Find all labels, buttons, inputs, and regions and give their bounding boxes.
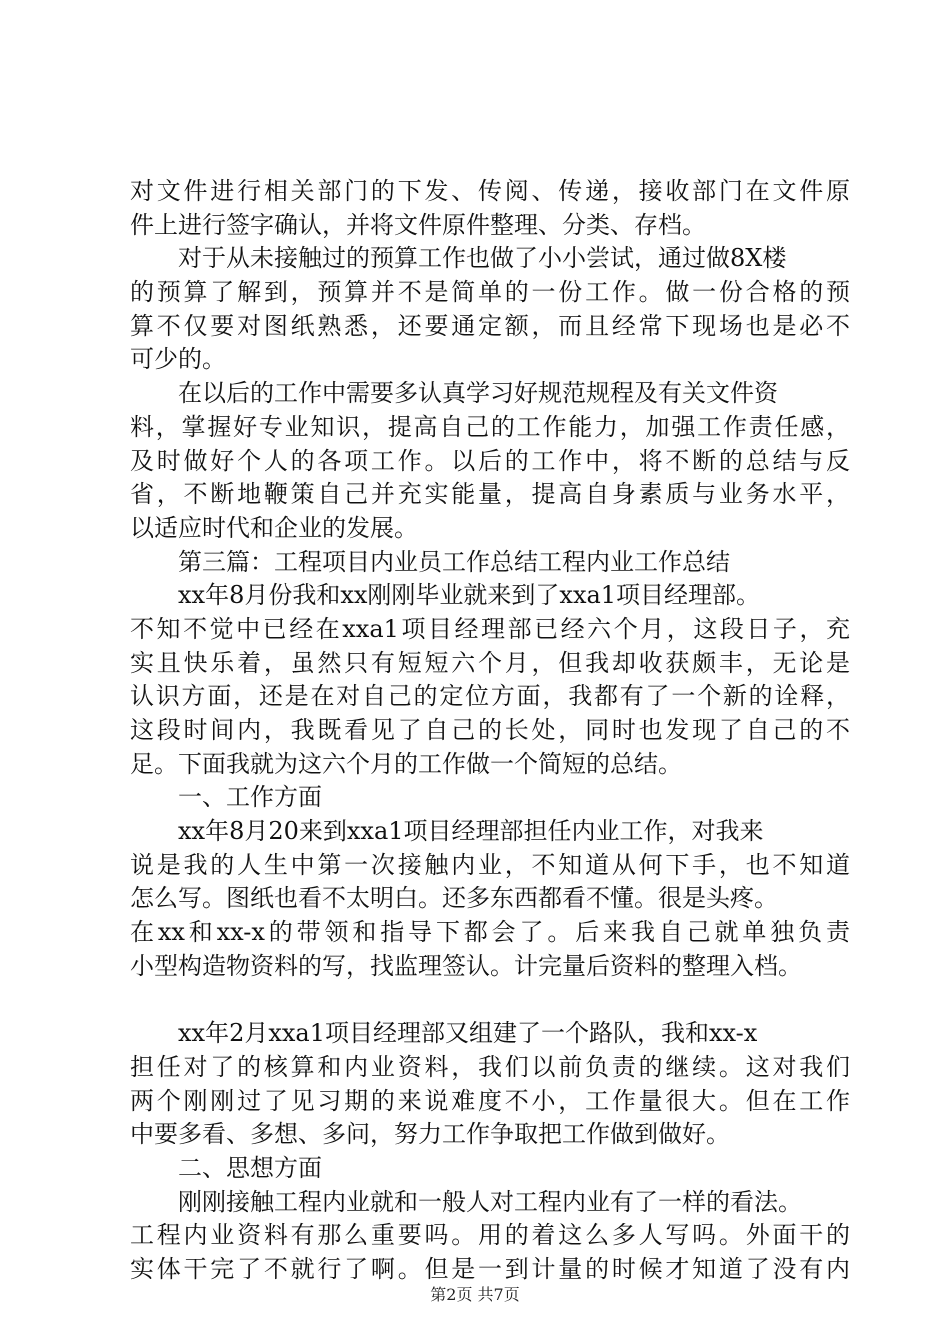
text-line: 件上进行签字确认，并将文件原件整理、分类、存档。 — [130, 210, 706, 239]
text-line: 这段时间内，我既看见了自己的长处，同时也发现了自己的不 — [130, 716, 850, 744]
text-line: 在以后的工作中需要多认真学习好规范规程及有关文件资 — [178, 379, 778, 408]
text-line: 可少的。 — [130, 345, 226, 374]
text-line: 足。下面我就为这六个月的工作做一个简短的总结。 — [130, 749, 682, 778]
text-line: 的预算了解到，预算并不是简单的一份工作。做一份合格的预 — [130, 278, 850, 307]
document-body — [130, 175, 850, 1287]
text-line: 以适应时代和企业的发展。 — [130, 513, 418, 542]
text-line: 说是我的人生中第一次接触内业，不知道从何下手，也不知道 — [130, 850, 850, 879]
section-heading-line: 二、思想方面 — [178, 1153, 322, 1182]
text-line: xx年8月20来到xxa1项目经理部担任内业工作，对我来 — [178, 817, 764, 846]
text-line: 实且快乐着，虽然只有短短六个月，但我却收获颇丰，无论是 — [130, 648, 850, 677]
blank-line — [130, 984, 850, 1018]
text-line: 实体干完了不就行了啊。但是一到计量的时候才知道了没有内 — [130, 1255, 850, 1283]
text-line: 在xx和xx-x的带领和指导下都会了。后来我自己就单独负责 — [130, 918, 850, 947]
text-line: 料，掌握好专业知识，提高自己的工作能力，加强工作责任感， — [130, 412, 850, 441]
text-line: 小型构造物资料的写，找监理签认。计完量后资料的整理入档。 — [130, 951, 802, 980]
text-line: 省，不断地鞭策自己并充实能量，提高自身素质与业务水平， — [130, 480, 850, 509]
text-line: 及时做好个人的各项工作。以后的工作中，将不断的总结与反 — [130, 446, 850, 475]
section-heading-line: 第三篇：工程项目内业员工作总结工程内业工作总结 — [178, 547, 730, 576]
text-line: 两个刚刚过了见习期的来说难度不小，工作量很大。但在工作 — [130, 1086, 850, 1115]
text-line: 刚刚接触工程内业就和一般人对工程内业有了一样的看法。 — [178, 1187, 802, 1216]
text-line: xx年8月份我和xx刚刚毕业就来到了xxa1项目经理部。 — [178, 581, 761, 610]
text-line: 算不仅要对图纸熟悉，还要通定额，而且经常下现场也是必不 — [130, 311, 850, 340]
text-line: xx年2月xxa1项目经理部又组建了一个路队，我和xx-x — [178, 1019, 758, 1048]
text-line: 工程内业资料有那么重要吗。用的着这么多人写吗。外面干的 — [130, 1221, 850, 1250]
text-line: 中要多看、多想、多问，努力工作争取把工作做到做好。 — [130, 1120, 730, 1149]
section-heading-line: 一、工作方面 — [178, 783, 322, 812]
text-line: 怎么写。图纸也看不太明白。还多东西都看不懂。很是头疼。 — [130, 884, 778, 913]
text-line: 对文件进行相关部门的下发、传阅、传递，接收部门在文件原 — [130, 177, 850, 205]
page-number-footer: 第2页 共7页 — [430, 1285, 520, 1304]
text-line: 不知不觉中已经在xxa1项目经理部已经六个月，这段日子，充 — [130, 614, 850, 643]
text-line: 担任对了的核算和内业资料，我们以前负责的继续。这对我们 — [130, 1052, 850, 1081]
text-line: 对于从未接触过的预算工作也做了小小尝试，通过做8X楼 — [178, 244, 787, 273]
text-line: 认识方面，还是在对自己的定位方面，我都有了一个新的诠释， — [130, 682, 850, 711]
